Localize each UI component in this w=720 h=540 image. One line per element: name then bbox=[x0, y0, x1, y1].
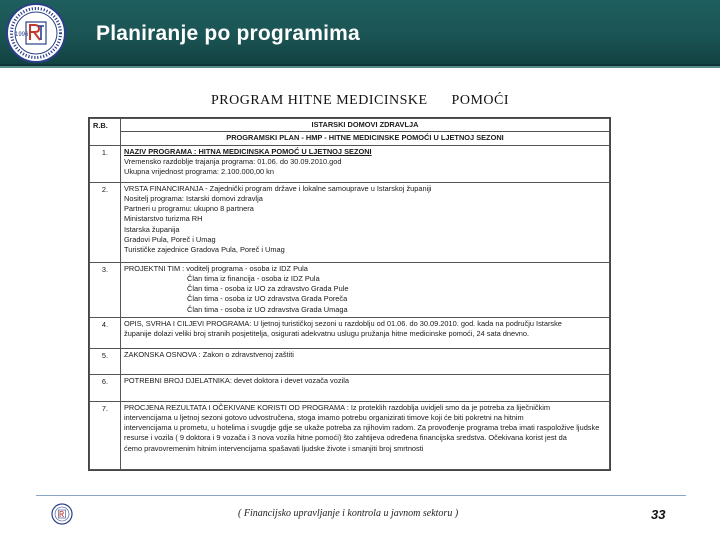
row-line: OPIS, SVRHA I CILJEVI PROGRAMA: U ljetnoj turističkoj sezoni u razdoblju od 01.06. do 30.09.2010. god. kada na području Istarske bbox=[124, 318, 562, 328]
footer-divider bbox=[36, 495, 686, 496]
row-line: NAZIV PROGRAMA : HITNA MEDICINSKA POMOĆ U LJETNOJ SEZONI bbox=[124, 146, 372, 156]
row-number: 3. bbox=[90, 262, 121, 317]
row-line: Gradovi Pula, Poreč i Umag bbox=[124, 235, 216, 245]
row-number: 5. bbox=[90, 348, 121, 374]
footer-logo-icon bbox=[50, 503, 74, 525]
row-number: 4. bbox=[90, 317, 121, 348]
page-heading bbox=[0, 93, 720, 109]
row-number: 2. bbox=[90, 182, 121, 262]
row-line: Turističke zajednice Gradova Pula, Poreč i Umag bbox=[124, 245, 285, 255]
table-row bbox=[90, 401, 610, 469]
row-line: županije dolazi veliki broj stranih posjetitelja, osigurati adekvatnu uslugu pružanja hitne medicinske pomoći, 24 sata dnevno. bbox=[124, 328, 530, 338]
page-number: 33 bbox=[651, 507, 666, 522]
row-line: VRSTA FINANCIRANJA - Zajednički program države i lokalne samouprave u Istarskoj županiji bbox=[124, 183, 432, 193]
svg-text:1996: 1996 bbox=[15, 32, 29, 38]
row-line: POTREBNI BROJ DJELATNIKA: devet doktora i devet vozača vozila bbox=[124, 375, 349, 385]
slide-title: Planiranje po programima bbox=[96, 22, 360, 45]
header-divider bbox=[0, 66, 720, 68]
table-subheader-row bbox=[90, 132, 610, 145]
heading-part-1: PROGRAM HITNE MEDICINSKE bbox=[210, 93, 428, 108]
row-line: ćemo pravovremenim hitnim intervencijama spašavati ljudske živote i smanjiti broj smrtnosti bbox=[124, 443, 424, 453]
row-line: Član tima iz financija - osoba iz IDZ Pula bbox=[187, 273, 320, 283]
footer-caption: ( Financijsko upravljanje i kontrola u javnom sektoru ) bbox=[238, 508, 459, 519]
table-row bbox=[90, 348, 610, 374]
row-line: Član tima - osoba iz UO za zdravstvo Grada Pule bbox=[187, 284, 349, 294]
table-row bbox=[90, 182, 610, 262]
row-line: ZAKONSKA OSNOVA : Zakon o zdravstvenoj zaštiti bbox=[124, 349, 294, 359]
row-content bbox=[121, 182, 610, 262]
table-row bbox=[90, 145, 610, 182]
row-line: resurse i vozila ( 9 doktora i 9 vozača i 3 nova vozila hitne pomoći) što zahtijeva određena financijska sredstva. Očekivana korist jest da bbox=[124, 433, 567, 443]
header-bar bbox=[0, 0, 720, 66]
row-line: Član tima - osoba iz UO zdravstva Grada Umaga bbox=[187, 304, 348, 314]
row-content bbox=[121, 348, 610, 374]
row-content bbox=[121, 374, 610, 401]
row-content bbox=[121, 145, 610, 182]
row-line: Ministarstvo turizma RH bbox=[124, 214, 203, 224]
program-plan-table bbox=[89, 118, 610, 470]
row-line: Ukupna vrijednost programa: 2.100.000,00 kn bbox=[124, 167, 274, 177]
row-line: Nositelj programa: Istarski domovi zdravlja bbox=[124, 193, 263, 203]
table-header-row bbox=[90, 119, 610, 132]
row-number: 7. bbox=[90, 401, 121, 469]
row-number: 1. bbox=[90, 145, 121, 182]
heading-part-2: POMOĆI bbox=[451, 93, 510, 108]
table-row bbox=[90, 374, 610, 401]
row-line: intervencijama u ljetnoj sezoni gotovo udvostručena, stoga imamo potrebu organizirati timove koji će biti pokretni na hitnim bbox=[124, 412, 524, 422]
institution-logo-icon bbox=[4, 2, 68, 64]
row-line: Član tima - osoba iz UO zdravstva Grada Poreča bbox=[187, 294, 348, 304]
row-line: Istarska županija bbox=[124, 224, 180, 234]
table-row bbox=[90, 262, 610, 317]
row-content bbox=[121, 262, 610, 317]
row-line: Partneri u programu: ukupno 8 partnera bbox=[124, 204, 254, 214]
header-line-1: ISTARSKI DOMOVI ZDRAVLJA bbox=[121, 119, 610, 132]
rb-header: R.B. bbox=[90, 119, 121, 146]
program-plan-document bbox=[88, 117, 611, 471]
header-line-2: PROGRAMSKI PLAN - HMP - HITNE MEDICINSKE POMOĆI U LJETNOJ SEZONI bbox=[121, 132, 610, 145]
row-content bbox=[121, 401, 610, 469]
row-number: 6. bbox=[90, 374, 121, 401]
row-line: PROJEKTNI TIM : voditelj programa - osoba iz IDZ Pula bbox=[124, 263, 308, 273]
row-line: PROCJENA REZULTATA I OČEKIVANE KORISTI OD PROGRAMA : Iz proteklih razdoblja uvidjeli smo da je potreba za liječničkim bbox=[124, 402, 551, 412]
table-row bbox=[90, 317, 610, 348]
row-content bbox=[121, 317, 610, 348]
row-line: intervencijama u prometu, u hotelima i svugdje gdje se ukaže potreba za njihovim radom. Za provođenje programa treba imati raspoložive ljudske bbox=[124, 423, 600, 433]
row-line: Vremensko razdoblje trajanja programa: 01.06. do 30.09.2010.god bbox=[124, 156, 342, 166]
